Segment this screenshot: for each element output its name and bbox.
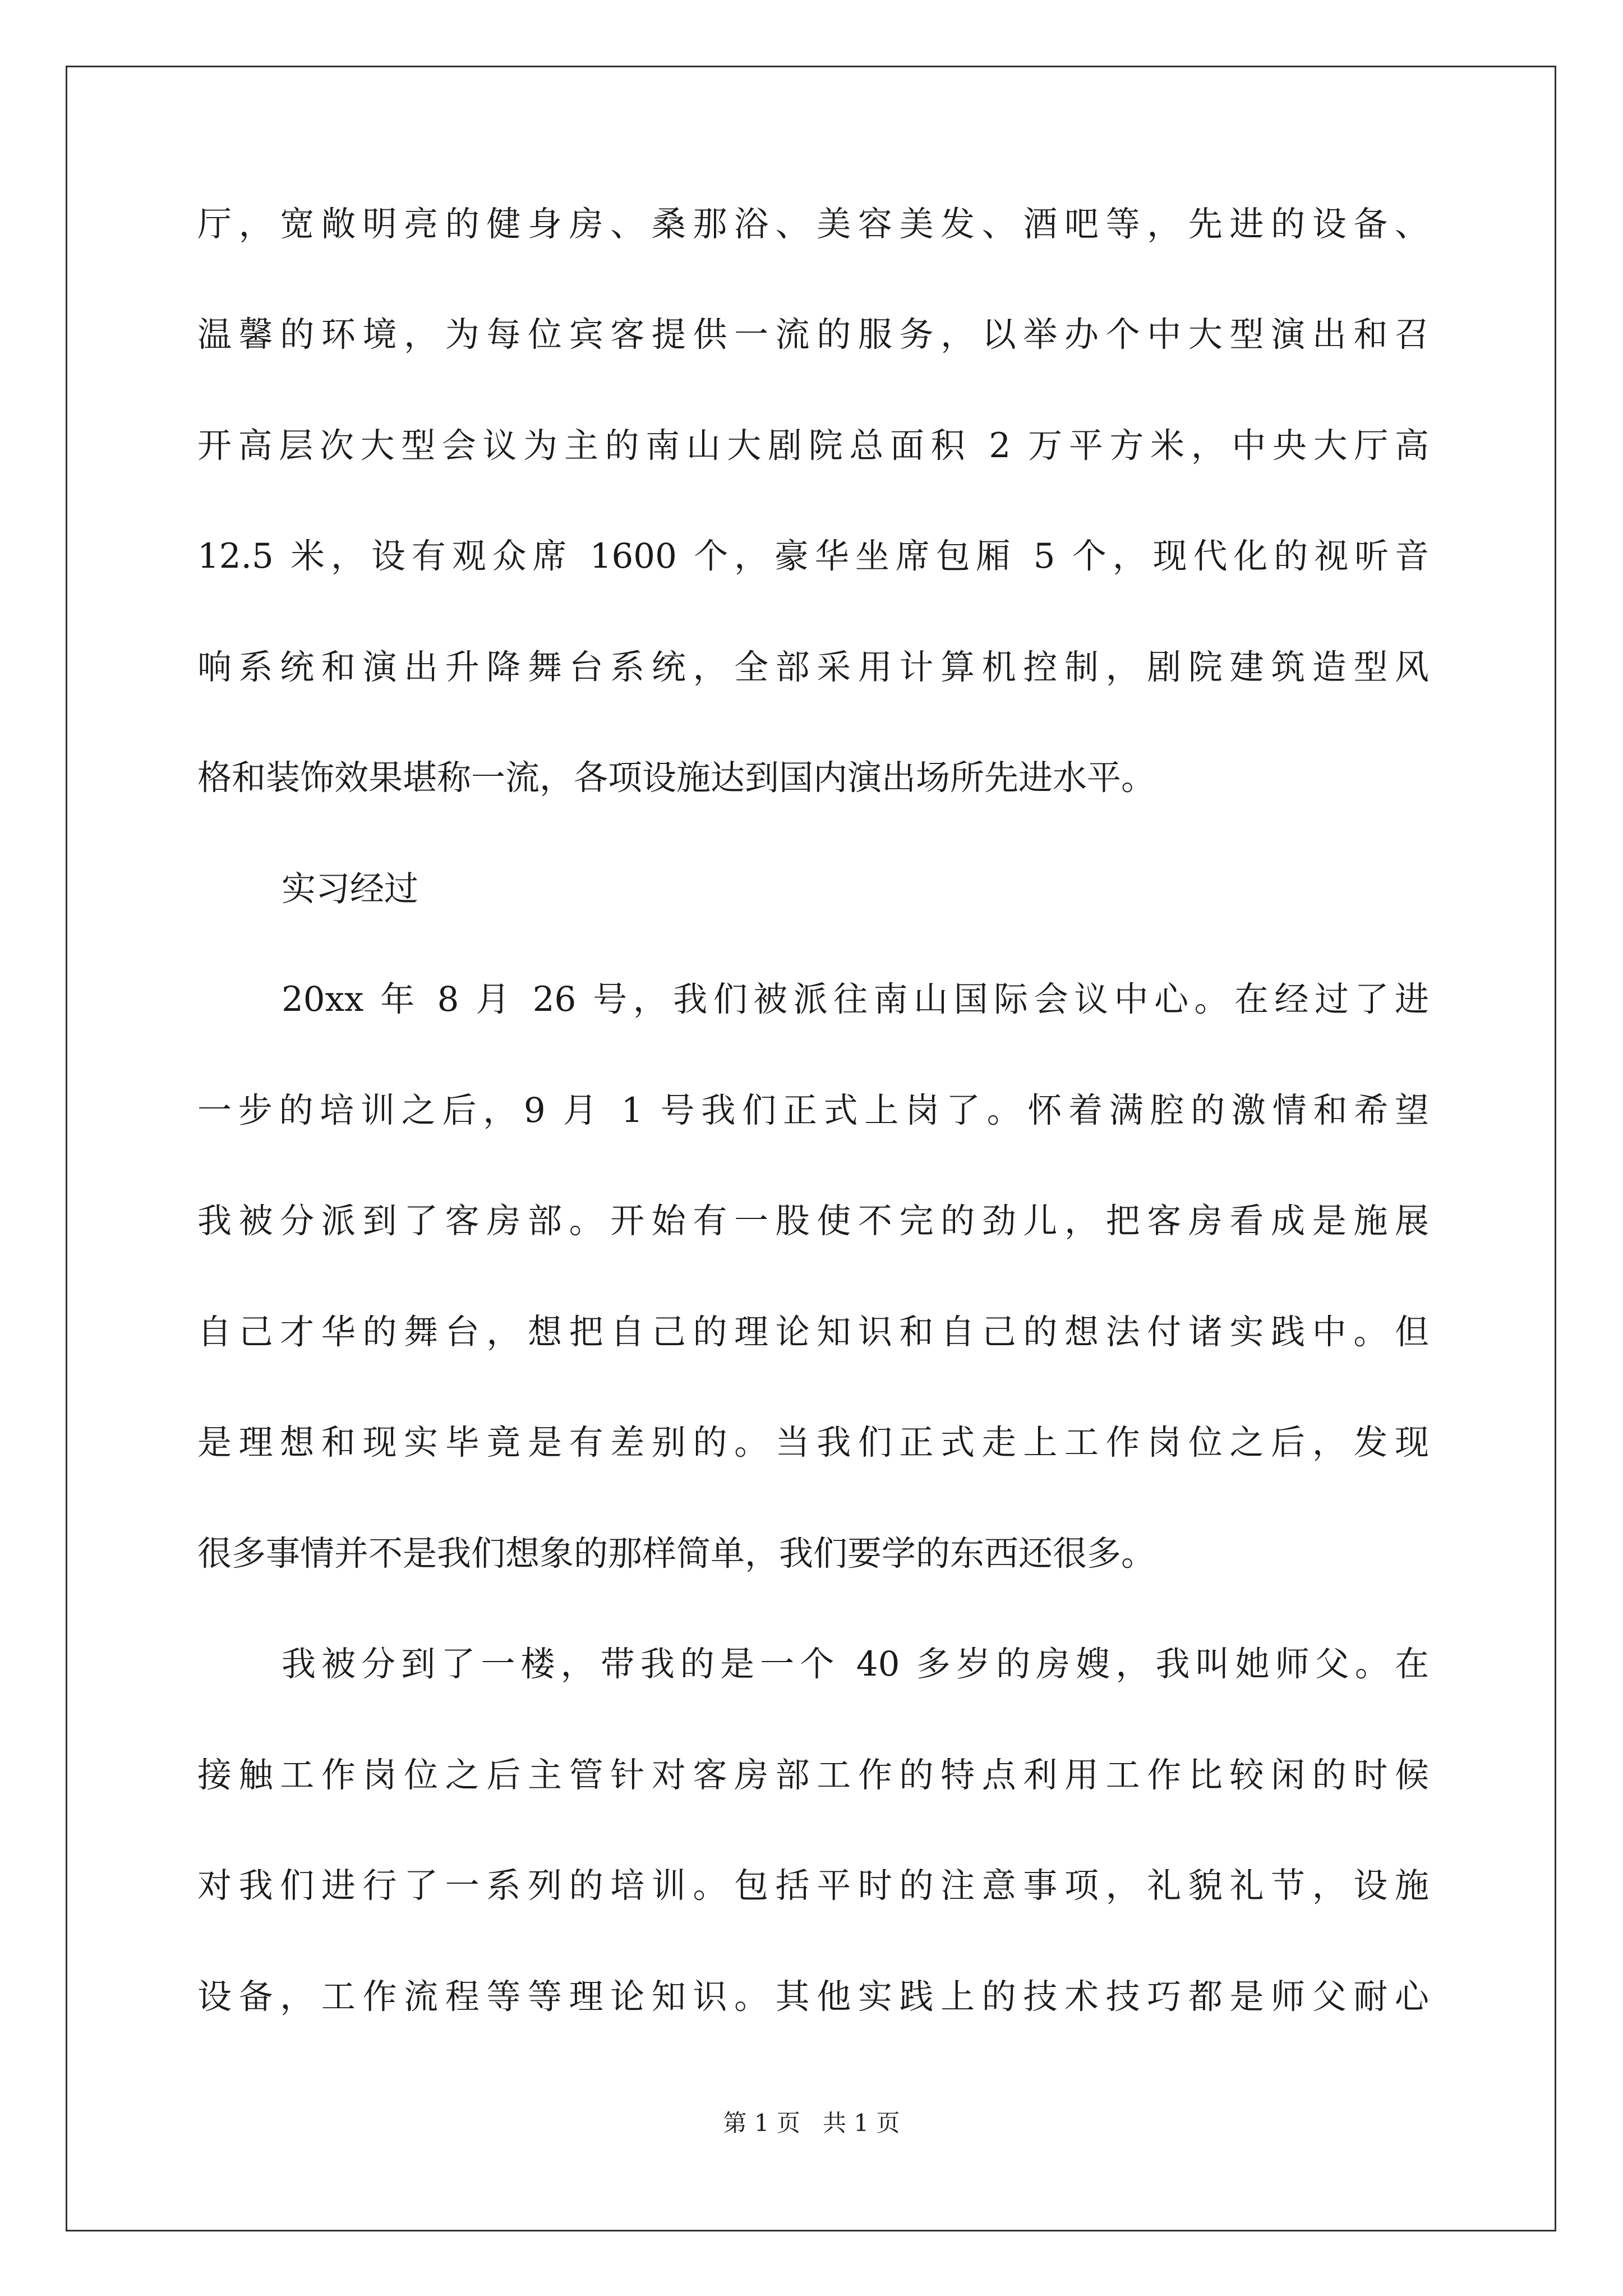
text-line: 很多事情并不是我们想象的那样简单，我们要学的东西还很多。: [197, 1534, 1156, 1573]
text-line: 对我们进行了一系列的培训。包括平时的注意事项，礼貌礼节，设施: [197, 1866, 1429, 1906]
text-line: 设备，工作流程等等理论知识。其他实践上的技术技巧都是师父耐心: [197, 1977, 1429, 2017]
text-line: 接触工作岗位之后主管针对客房部工作的特点利用工作比较闲的时候: [197, 1755, 1429, 1795]
text-line: 我被分派到了客房部。开始有一股使不完的劲儿，把客房看成是施展: [197, 1201, 1429, 1241]
text-line: 格和装饰效果堪称一流，各项设施达到国内演出场所先进水平。: [197, 758, 1156, 798]
text-line: 一步的培训之后，9 月 1 号我们正式上岗了。怀着满腔的激情和希望: [197, 1091, 1429, 1130]
page-footer: 第 1 页 共 1 页: [723, 2109, 900, 2137]
text-line: 温馨的环境，为每位宾客提供一流的服务，以举办个中大型演出和召: [197, 315, 1429, 355]
text-line: 自己才华的舞台，想把自己的理论知识和自己的想法付诸实践中。但: [197, 1312, 1429, 1352]
text-line: 开高层次大型会议为主的南山大剧院总面积 2 万平方米，中央大厅高: [197, 426, 1429, 466]
text-line: 厅，宽敞明亮的健身房、桑那浴、美容美发、酒吧等，先进的设备、: [197, 204, 1429, 244]
text-line: 我被分到了一楼，带我的是一个 40 多岁的房嫂，我叫她师父。在: [282, 1644, 1429, 1684]
section-heading: 实习经过: [282, 869, 419, 909]
text-line: 是理想和现实毕竟是有差别的。当我们正式走上工作岗位之后，发现: [197, 1423, 1429, 1462]
text-line: 20xx 年 8 月 26 号，我们被派往南山国际会议中心。在经过了进: [282, 979, 1429, 1019]
text-line: 响系统和演出升降舞台系统，全部采用计算机控制，剧院建筑造型风: [197, 647, 1429, 687]
text-line: 12.5 米，设有观众席 1600 个，豪华坐席包厢 5 个，现代化的视听音: [197, 536, 1429, 576]
